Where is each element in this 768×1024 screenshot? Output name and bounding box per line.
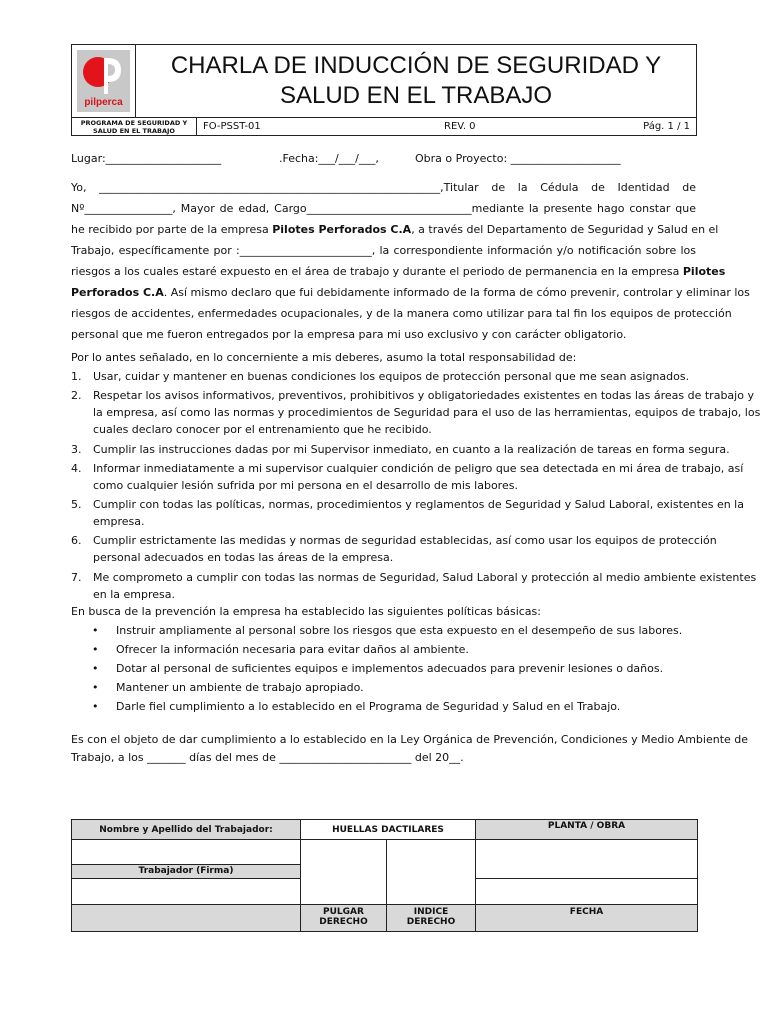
date-label: FECHA [475, 904, 698, 932]
list-item: empresa. [93, 515, 145, 528]
paragraph-line: he recibido por parte de la empresa Pilotes Perforados C.A, a través del Departamento de Seguridad y Salud en el [71, 223, 719, 236]
list-item: Respetar los avisos informativos, preventivos, prohibitivos y obligatoriedades existentes en todas las áreas de trabajo y [93, 389, 754, 402]
lugar-field[interactable]: Lugar:_____________________ [71, 152, 222, 165]
signature-cell[interactable] [71, 878, 301, 905]
list-item: Cumplir con todas las políticas, normas, procedimientos y reglamentos de Seguridad y Salud Laboral, existentes en la [93, 498, 744, 511]
list-item: personal adecuados en todas las áreas de la empresa. [93, 551, 394, 564]
page-number: Pág. 1 / 1 [643, 121, 690, 132]
logo-cell [72, 45, 136, 117]
fingerprints-header: HUELLAS DACTILARES [300, 819, 476, 840]
fecha-field[interactable]: .Fecha:___/___/___, [279, 152, 379, 165]
list-item: Me comprometo a cumplir con todas las normas de Seguridad, Salud Laboral y protección al medio ambiente existentes [93, 571, 757, 584]
logo-text: pilperca [84, 97, 123, 108]
list-number: 5. [71, 498, 82, 511]
name-input-cell[interactable] [71, 839, 301, 865]
logo-p-icon [77, 50, 130, 100]
document-header [71, 44, 697, 136]
plant-cell-2[interactable] [475, 878, 698, 905]
thumb-label: PULGAR DERECHO [300, 904, 387, 932]
list-item: Cumplir estrictamente las medidas y normas de seguridad establecidas, así como usar los equipos de protección [93, 534, 717, 547]
closing-line: Trabajo, a los _______ días del mes de ________________________ del 20__. [71, 751, 464, 764]
bullet-icon: • [92, 700, 99, 713]
form-code: FO-PSST-01 [203, 121, 261, 132]
policy-item: Darle fiel cumplimiento a lo establecido en el Programa de Seguridad y Salud en el Trabajo. [116, 700, 621, 713]
plant-header: PLANTA / OBRA [475, 819, 698, 840]
list-item: en la empresa. [93, 588, 176, 601]
revision: REV. 0 [444, 121, 476, 132]
empty-gray-cell [71, 904, 301, 932]
list-number: 7. [71, 571, 82, 584]
closing-line: Es con el objeto de dar cumplimiento a lo establecido en la Ley Orgánica de Prevención, Condiciones y Medio Ambiente de [71, 733, 749, 746]
bullet-icon: • [92, 681, 99, 694]
index-label: INDICE DERECHO [386, 904, 476, 932]
signature-label: Trabajador (Firma) [71, 864, 301, 879]
list-item: Usar, cuidar y mantener en buenas condiciones los equipos de protección personal que me sean asignados. [93, 370, 690, 383]
paragraph-line: riesgos de accidentes, enfermedades ocupacionales, y de la manera como utilizar para tal fin los equipos de protección [71, 307, 732, 320]
name-header: Nombre y Apellido del Trabajador: [71, 819, 301, 840]
thumb-print-cell[interactable] [300, 839, 387, 905]
list-number: 1. [71, 370, 82, 383]
policy-item: Mantener un ambiente de trabajo apropiado. [116, 681, 364, 694]
paragraph-line: Perforados C.A. Así mismo declaro que fui debidamente informado de la forma de cómo prevenir, controlar y eliminar los [71, 286, 750, 299]
list-number: 3. [71, 443, 82, 456]
paragraph-line: Trabajo, específicamente por :________________________, la correspondiente información y/o notificación sobre los [71, 244, 696, 257]
paragraph-line: personal que me fueron entregados por la empresa para mi uso exclusivo y con carácter obligatorio. [71, 328, 627, 341]
bullet-icon: • [92, 662, 99, 675]
list-number: 6. [71, 534, 82, 547]
document-title: CHARLA DE INDUCCIÓN DE SEGURIDAD Y SALUD EN EL TRABAJO [170, 52, 662, 109]
bullet-icon: • [92, 643, 99, 656]
company-logo [77, 50, 130, 112]
policies-intro: En busca de la prevención la empresa ha establecido las siguientes políticas básicas: [71, 605, 541, 618]
company-name: Pilotes Perforados C.A [272, 223, 412, 236]
list-item: Informar inmediatamente a mi supervisor cualquier condición de peligro que sea detectada en mi área de trabajo, así [93, 462, 744, 475]
paragraph-line: Yo, ______________________________________________________________,Titular de la Cédula de Identidad de [71, 181, 696, 194]
index-print-cell[interactable] [386, 839, 476, 905]
list-item: cuales declaro conocer por el entrenamiento que he recibido. [93, 423, 432, 436]
plant-cell[interactable] [475, 839, 698, 879]
policy-item: Instruir ampliamente al personal sobre los riesgos que esta expuesto en el desempeño de sus labores. [116, 624, 683, 637]
list-item: la empresa, así como las normas y procedimientos de Seguridad para el uso de las herramientas, equipos de trabajo, los [93, 406, 761, 419]
list-item: como cualquier lesión sufrida por mi persona en el desarrollo de mis labores. [93, 479, 518, 492]
header-info-row [72, 117, 696, 136]
program-name: PROGRAMA DE SEGURIDAD Y SALUD EN EL TRABAJO [72, 118, 197, 136]
obra-field[interactable]: Obra o Proyecto: ____________________ [415, 152, 621, 165]
duties-intro: Por lo antes señalado, en lo concerniente a mis deberes, asumo la total responsabilidad de: [71, 351, 577, 364]
list-item: Cumplir las instrucciones dadas por mi Supervisor inmediato, en cuanto a la realización de tareas en forma segura. [93, 443, 730, 456]
bullet-icon: • [92, 624, 99, 637]
paragraph-line: Nº________________, Mayor de edad, Cargo______________________________mediante la presente hago constar que [71, 202, 696, 215]
list-number: 4. [71, 462, 82, 475]
paragraph-line: riesgos a los cuales estaré expuesto en el área de trabajo y durante el periodo de permanencia en la empresa Pilotes [71, 265, 726, 278]
signature-table [71, 819, 698, 932]
policy-item: Ofrecer la información necesaria para evitar daños al ambiente. [116, 643, 469, 656]
policy-item: Dotar al personal de suficientes equipos e implementos adecuados para prevenir lesiones o daños. [116, 662, 664, 675]
list-number: 2. [71, 389, 82, 402]
